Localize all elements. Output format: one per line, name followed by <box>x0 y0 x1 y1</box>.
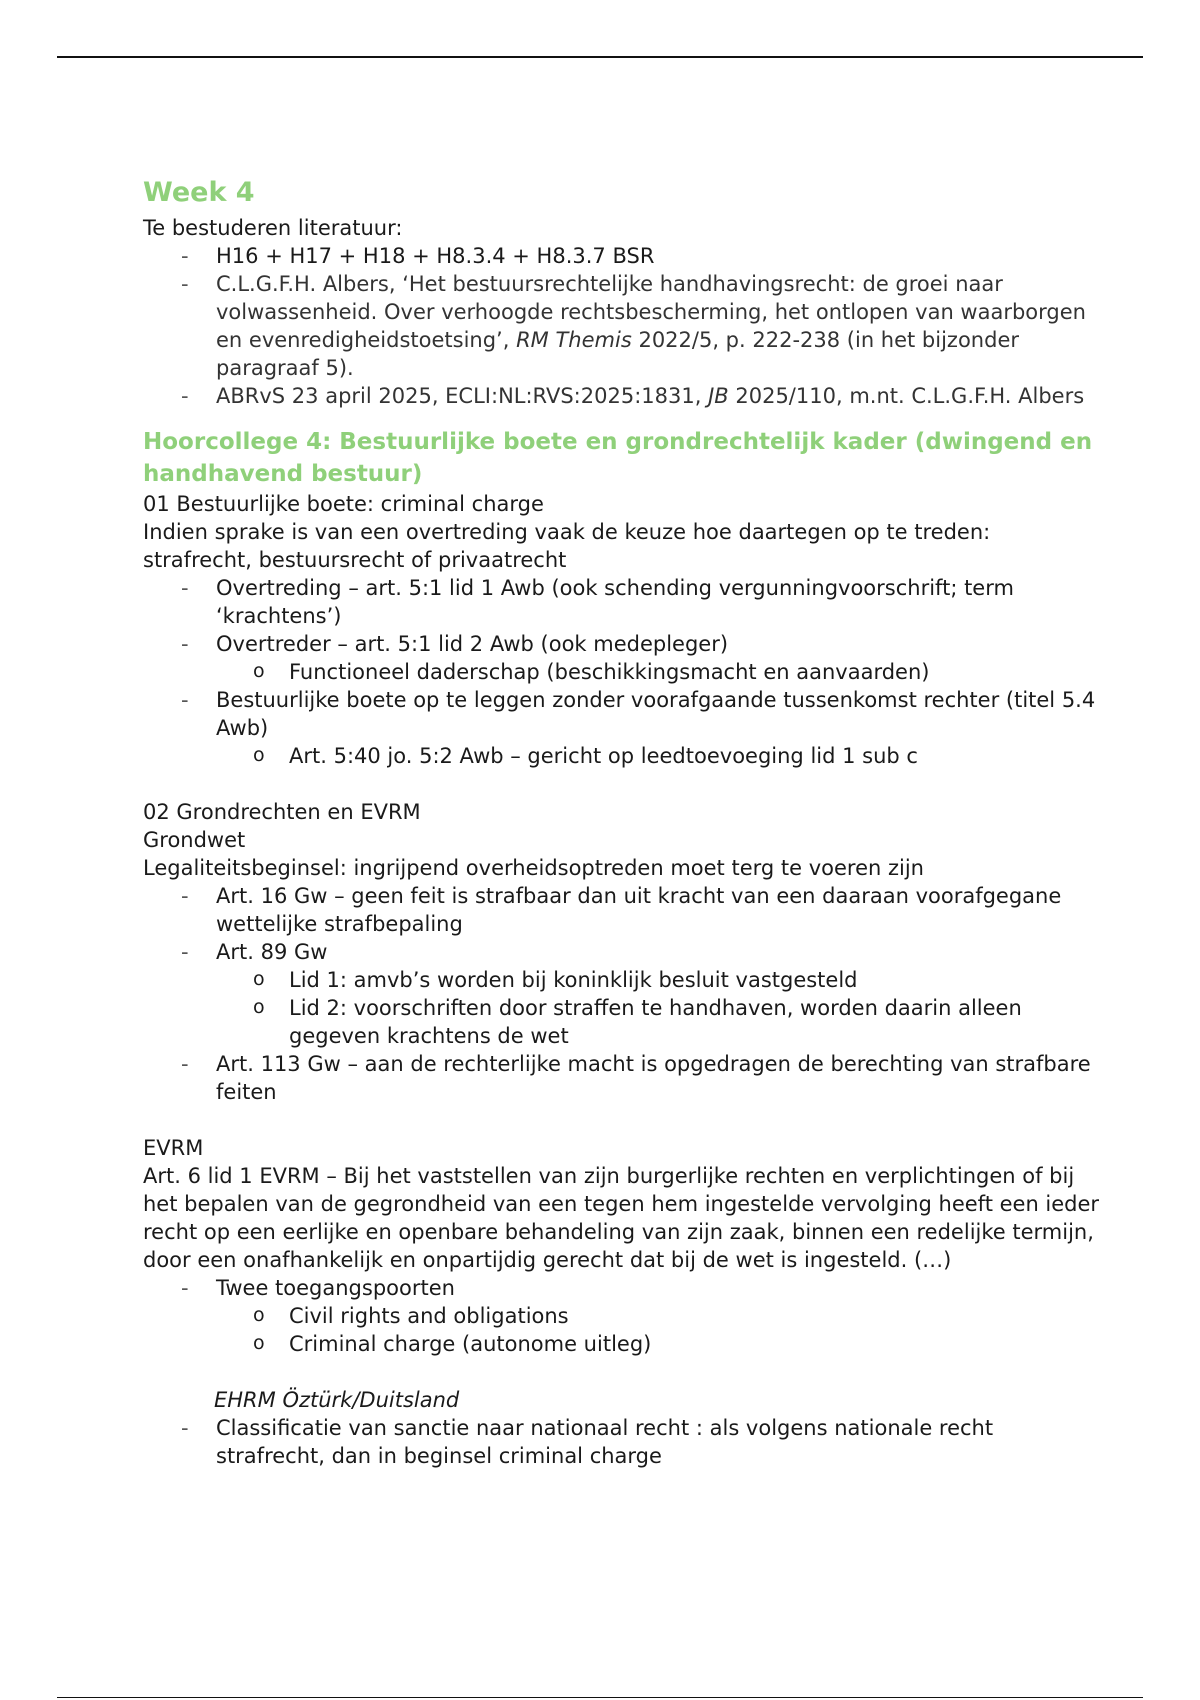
list-item: - Overtreder – art. 5:1 lid 2 Awb (ook medepleger) <box>143 630 1103 658</box>
list-item: - Twee toegangspoorten <box>143 1274 1103 1302</box>
sub-list-item: o Art. 5:40 jo. 5:2 Awb – gericht op leedtoevoeging lid 1 sub c <box>143 742 1103 770</box>
week-title: Week 4 <box>143 177 255 208</box>
bullet-list <box>143 574 1103 770</box>
sub-list-item: o Civil rights and obligations <box>143 1302 1103 1330</box>
literature-heading: Te bestuderen literatuur: <box>143 216 403 240</box>
bullet-list <box>143 882 1103 1106</box>
lecture-title: Hoorcollege 4: Bestuurlijke boete en grondrechtelijk kader (dwingend en handhavend bestuur) <box>143 429 1093 487</box>
list-item: - Classificatie van sanctie naar nationaal recht : als volgens nationale recht strafrecht, dan in beginsel criminal charge <box>143 1414 1103 1470</box>
list-item: - Art. 89 Gw <box>143 938 1103 966</box>
sub-list-item: o Criminal charge (autonome uitleg) <box>143 1330 1103 1358</box>
document-body <box>143 176 1103 1470</box>
subheading: EVRM <box>143 1136 204 1160</box>
list-item: - Art. 113 Gw – aan de rechterlijke macht is opgedragen de berechting van strafbare feiten <box>143 1050 1103 1106</box>
list-item: - C.L.G.F.H. Albers, ‘Het bestuursrechtelijke handhavingsrecht: de groei naar volwassenheid. Over verhoogde rechtsbescherming, het ontlopen van waarborgen en evenredigheidstoetsing’, RM Themis 2022/5, p. 222-238 (in het bijzonder paragraaf 5). <box>143 270 1103 382</box>
header-rule <box>57 56 1143 58</box>
section-heading: 01 Bestuurlijke boete: criminal charge <box>143 492 544 516</box>
section-heading: 02 Grondrechten en EVRM <box>143 800 421 824</box>
list-item: - Art. 16 Gw – geen feit is strafbaar dan uit kracht van een daaraan voorafgegane wettelijke strafbepaling <box>143 882 1103 938</box>
list-item: - ABRvS 23 april 2025, ECLI:NL:RVS:2025:1831, JB 2025/110, m.nt. C.L.G.F.H. Albers <box>143 382 1103 410</box>
sub-list-item: o Lid 2: voorschriften door straffen te handhaven, worden daarin alleen gegeven krachtens de wet <box>143 994 1103 1050</box>
sub-list-item: o Lid 1: amvb’s worden bij koninklijk besluit vastgesteld <box>143 966 1103 994</box>
footer-rule <box>57 1697 1143 1698</box>
list-item: - H16 + H17 + H18 + H8.3.4 + H8.3.7 BSR <box>143 242 1103 270</box>
subheading: Grondwet <box>143 828 246 852</box>
paragraph: Art. 6 lid 1 EVRM – Bij het vaststellen van zijn burgerlijke rechten en verplichtingen of bij het bepalen van de gegrondheid van een tegen hem ingestelde vervolging heeft een ieder recht op een eerlijke en openbare behandeling van zijn zaak, binnen een redelijke termijn, door een onafhankelijk en onpartijdig gerecht dat bij de wet is ingesteld. (…) <box>143 1164 1100 1272</box>
list-item: - Overtreding – art. 5:1 lid 1 Awb (ook schending vergunningvoorschrift; term ‘krachtens’) <box>143 574 1103 630</box>
paragraph: Indien sprake is van een overtreding vaak de keuze hoe daartegen op te treden: strafrecht, bestuursrecht of privaatrecht <box>143 520 991 572</box>
bullet-list <box>143 1414 1103 1470</box>
list-item: - Bestuurlijke boete op te leggen zonder voorafgaande tussenkomst rechter (titel 5.4 Awb) <box>143 686 1103 742</box>
paragraph: Legaliteitsbeginsel: ingrijpend overheidsoptreden moet terg te voeren zijn <box>143 856 924 880</box>
case-heading: EHRM Öztürk/Duitsland <box>214 1388 460 1412</box>
bullet-list <box>143 1274 1103 1358</box>
sub-list-item: o Functioneel daderschap (beschikkingsmacht en aanvaarden) <box>143 658 1103 686</box>
literature-list <box>143 242 1103 410</box>
